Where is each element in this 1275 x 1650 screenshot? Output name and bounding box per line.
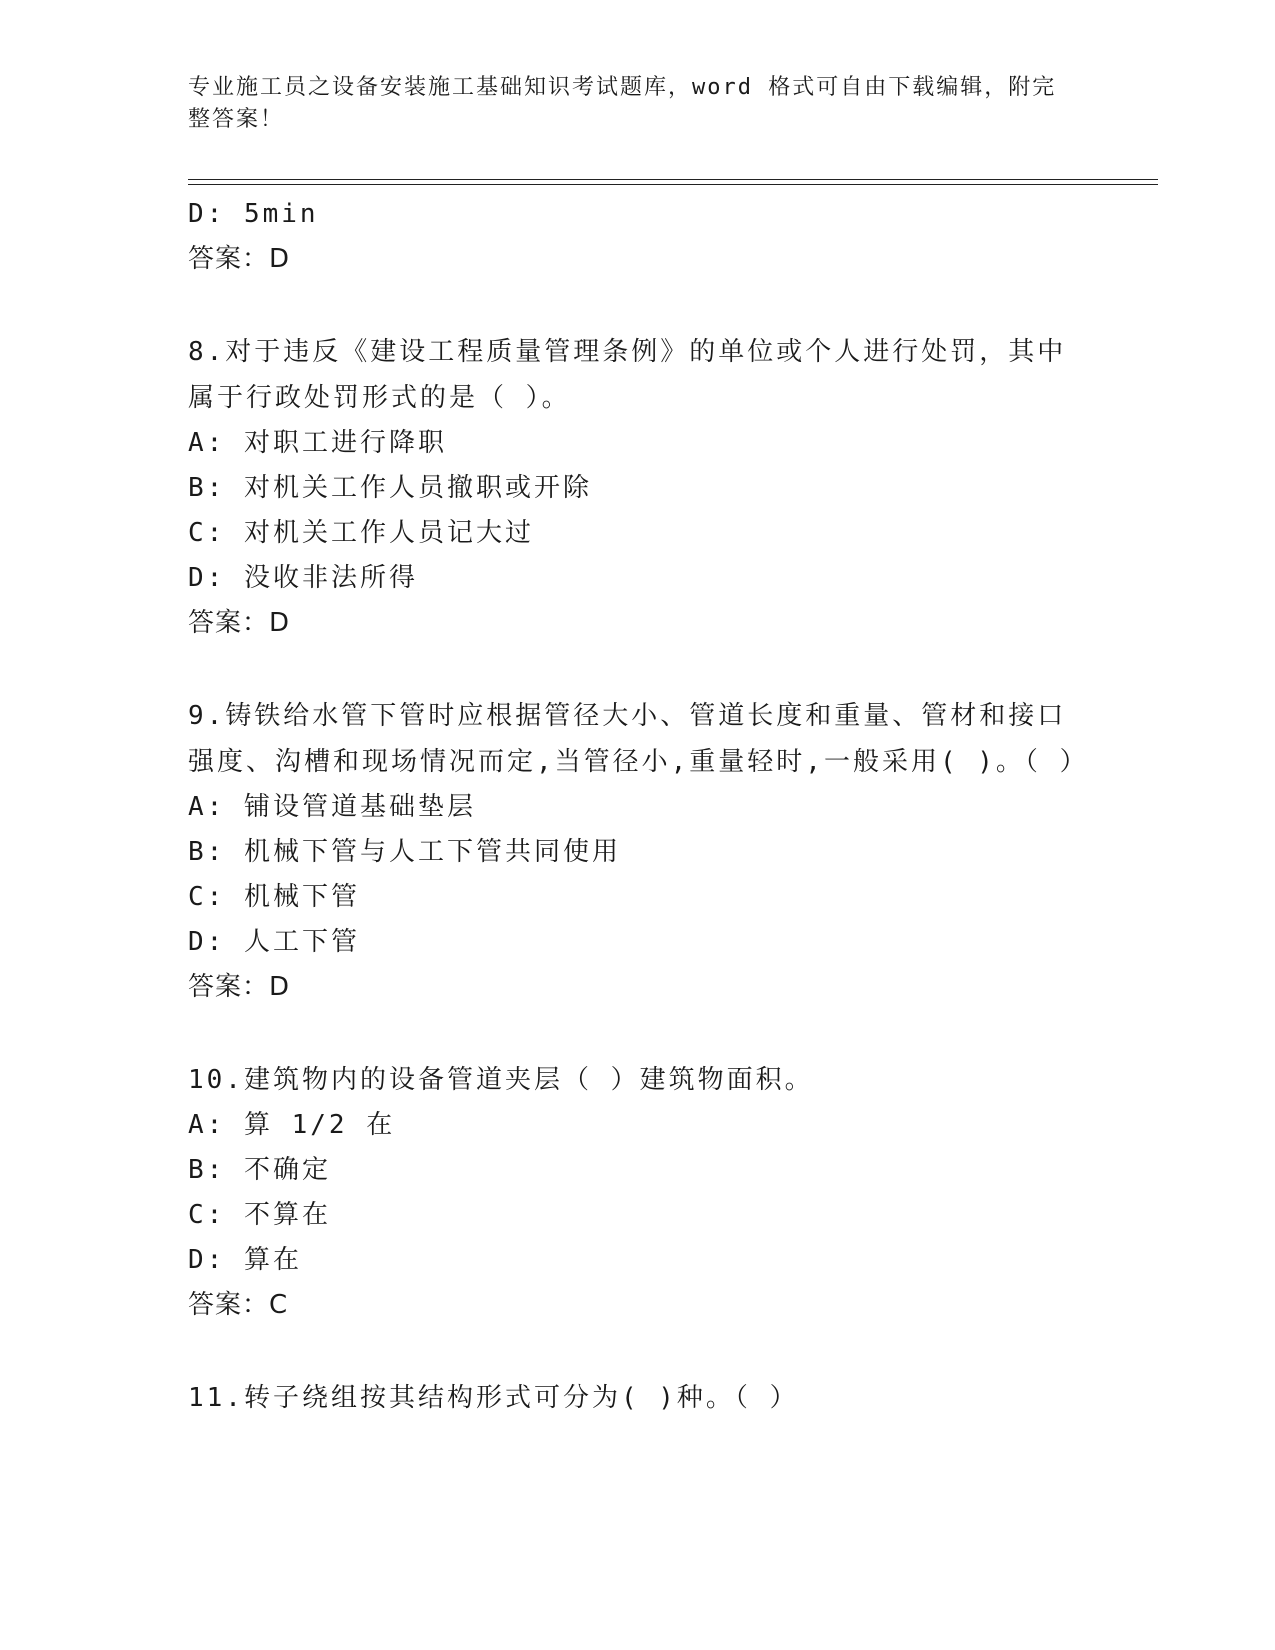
question-10-option-b: B: 不确定 xyxy=(188,1155,331,1185)
header-rule-top xyxy=(188,179,1158,180)
question-10-answer: 答案：C xyxy=(188,1290,289,1320)
question-10-option-a: A: 算 1/2 在 xyxy=(188,1110,396,1140)
header-rule-bottom xyxy=(188,184,1158,185)
question-list xyxy=(188,192,1089,1421)
question-11-text: 11.转子绕组按其结构形式可分为( )种。（ ） xyxy=(188,1383,799,1413)
question-9-option-d: D: 人工下管 xyxy=(188,927,360,957)
question-8-option-b: B: 对机关工作人员撤职或开除 xyxy=(188,473,592,503)
question-9-option-a: A: 铺设管道基础垫层 xyxy=(188,792,476,822)
question-8-option-d: D: 没收非法所得 xyxy=(188,563,418,593)
question-8-answer: 答案：D xyxy=(188,608,291,638)
page-header: 专业施工员之设备安装施工基础知识考试题库，word 格式可自由下载编辑，附完整答案！ xyxy=(188,75,1057,132)
question-8-text: 8.对于违反《建设工程质量管理条例》的单位或个人进行处罚，其中属于行政处罚形式的是（ ）。 xyxy=(188,337,1067,413)
question-9-answer: 答案：D xyxy=(188,972,291,1002)
question-9-option-c: C: 机械下管 xyxy=(188,882,360,912)
prev-question-option-d: D: 5min xyxy=(188,199,319,229)
question-10-option-d: D: 算在 xyxy=(188,1245,302,1275)
question-8-option-a: A: 对职工进行降职 xyxy=(188,428,447,458)
question-10-text: 10.建筑物内的设备管道夹层（ ）建筑物面积。 xyxy=(188,1065,814,1095)
question-9 xyxy=(188,693,1089,1010)
question-9-option-b: B: 机械下管与人工下管共同使用 xyxy=(188,837,621,867)
question-9-text: 9.铸铁给水管下管时应根据管径大小、管道长度和重量、管材和接口强度、沟槽和现场情况而定,当管径小,重量轻时,一般采用( )。（ ） xyxy=(188,701,1089,777)
question-8-option-c: C: 对机关工作人员记大过 xyxy=(188,518,534,548)
question-10-option-c: C: 不算在 xyxy=(188,1200,331,1230)
question-10 xyxy=(188,1057,1078,1328)
question-8 xyxy=(188,329,1078,646)
question-11 xyxy=(188,1375,1078,1421)
prev-question-answer: 答案：D xyxy=(188,244,291,274)
